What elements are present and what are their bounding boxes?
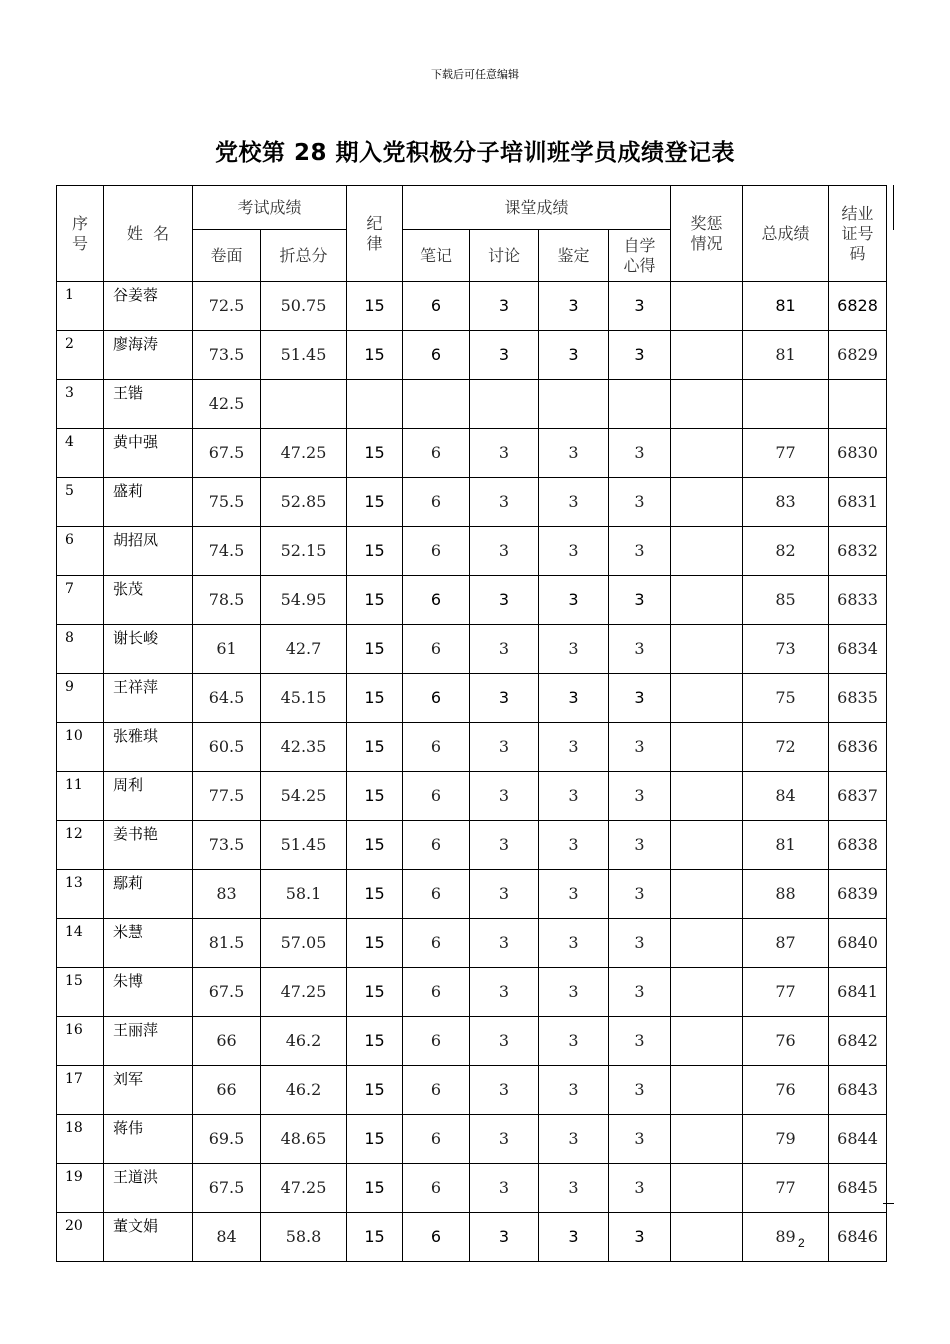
- cell-cert: 6844: [829, 1115, 887, 1164]
- cell-name: 黄中强: [104, 429, 193, 478]
- cell-notes: 6: [403, 1115, 470, 1164]
- cell-rewards: [671, 723, 743, 772]
- cell-self-study: 3: [609, 282, 671, 331]
- cell-rewards: [671, 282, 743, 331]
- cell-name: 鄢莉: [104, 870, 193, 919]
- cell-name: 王丽萍: [104, 1017, 193, 1066]
- cell-rewards: [671, 919, 743, 968]
- table-row: [57, 674, 887, 723]
- table-row: [57, 478, 887, 527]
- table-row: [57, 919, 887, 968]
- cell-rewards: [671, 1017, 743, 1066]
- cell-rewards: [671, 1213, 743, 1262]
- cell-discussion: [470, 380, 539, 429]
- cell-discipline: 15: [347, 821, 403, 870]
- cell-appraisal: 3: [539, 870, 609, 919]
- cell-cert: 6838: [829, 821, 887, 870]
- cell-exam-converted: 51.45: [261, 821, 347, 870]
- cell-self-study: 3: [609, 1164, 671, 1213]
- cell-total: 89: [743, 1213, 829, 1262]
- cell-self-study: 3: [609, 919, 671, 968]
- cell-cert: 6837: [829, 772, 887, 821]
- cell-self-study: 3: [609, 478, 671, 527]
- table-row: [57, 772, 887, 821]
- cell-discussion: 3: [470, 674, 539, 723]
- cell-discipline: 15: [347, 527, 403, 576]
- cell-exam-converted: 50.75: [261, 282, 347, 331]
- cell-name: 姜书艳: [104, 821, 193, 870]
- cell-appraisal: 3: [539, 429, 609, 478]
- cell-total: 82: [743, 527, 829, 576]
- cell-exam-paper: 67.5: [193, 968, 261, 1017]
- cell-seq: 12: [57, 821, 104, 870]
- cell-total: 88: [743, 870, 829, 919]
- cell-cert: 6842: [829, 1017, 887, 1066]
- cell-discipline: 15: [347, 870, 403, 919]
- cell-exam-converted: 47.25: [261, 429, 347, 478]
- cell-name: 王道洪: [104, 1164, 193, 1213]
- header-row-1: [57, 186, 887, 230]
- cell-notes: 6: [403, 625, 470, 674]
- cell-seq: 2: [57, 331, 104, 380]
- cell-rewards: [671, 527, 743, 576]
- cell-seq: 4: [57, 429, 104, 478]
- cell-cert: 6832: [829, 527, 887, 576]
- header-discipline: 纪 律: [347, 186, 403, 282]
- header-class: 课堂成绩: [403, 186, 671, 230]
- header-appraisal: 鉴定: [539, 230, 609, 282]
- cell-notes: 6: [403, 1164, 470, 1213]
- cell-seq: 7: [57, 576, 104, 625]
- cell-seq: 9: [57, 674, 104, 723]
- cell-exam-paper: 78.5: [193, 576, 261, 625]
- cell-exam-converted: 52.15: [261, 527, 347, 576]
- cell-discussion: 3: [470, 772, 539, 821]
- cell-discussion: 3: [470, 723, 539, 772]
- cell-appraisal: 3: [539, 919, 609, 968]
- cell-cert: 6829: [829, 331, 887, 380]
- cell-seq: 3: [57, 380, 104, 429]
- cell-exam-paper: 61: [193, 625, 261, 674]
- table-body: [57, 186, 887, 1262]
- cell-exam-converted: 47.25: [261, 968, 347, 1017]
- cell-discipline: 15: [347, 478, 403, 527]
- cell-self-study: 3: [609, 723, 671, 772]
- cell-discipline: 15: [347, 1164, 403, 1213]
- table-row: [57, 282, 887, 331]
- cell-discussion: 3: [470, 968, 539, 1017]
- cell-rewards: [671, 380, 743, 429]
- cell-exam-converted: 48.65: [261, 1115, 347, 1164]
- cell-total: 81: [743, 821, 829, 870]
- cell-self-study: 3: [609, 429, 671, 478]
- cell-rewards: [671, 1164, 743, 1213]
- cell-appraisal: 3: [539, 723, 609, 772]
- cell-cert: 6843: [829, 1066, 887, 1115]
- cell-exam-paper: 67.5: [193, 429, 261, 478]
- cell-exam-converted: 51.45: [261, 331, 347, 380]
- cell-exam-converted: 54.95: [261, 576, 347, 625]
- cell-notes: 6: [403, 821, 470, 870]
- cell-total: 83: [743, 478, 829, 527]
- cell-rewards: [671, 821, 743, 870]
- table-row: [57, 380, 887, 429]
- header-seq: 序 号: [57, 186, 104, 282]
- cell-self-study: 3: [609, 674, 671, 723]
- cell-exam-converted: 45.15: [261, 674, 347, 723]
- cell-rewards: [671, 674, 743, 723]
- table-row: [57, 1164, 887, 1213]
- cell-discussion: 3: [470, 1017, 539, 1066]
- cell-exam-paper: 67.5: [193, 1164, 261, 1213]
- cell-exam-converted: 58.1: [261, 870, 347, 919]
- cell-total: 79: [743, 1115, 829, 1164]
- cell-name: 胡招凤: [104, 527, 193, 576]
- cell-name: 王锴: [104, 380, 193, 429]
- cell-name: 谷姜蓉: [104, 282, 193, 331]
- cell-seq: 6: [57, 527, 104, 576]
- cell-cert: 6846: [829, 1213, 887, 1262]
- cell-notes: 6: [403, 1017, 470, 1066]
- cell-discipline: 15: [347, 625, 403, 674]
- header-exam: 考试成绩: [193, 186, 347, 230]
- cell-notes: 6: [403, 1066, 470, 1115]
- table-row: [57, 1115, 887, 1164]
- cell-exam-paper: 72.5: [193, 282, 261, 331]
- cell-exam-converted: 42.35: [261, 723, 347, 772]
- cell-seq: 16: [57, 1017, 104, 1066]
- cell-exam-converted: 46.2: [261, 1066, 347, 1115]
- cell-exam-paper: 81.5: [193, 919, 261, 968]
- cell-self-study: 3: [609, 1213, 671, 1262]
- cell-appraisal: 3: [539, 1164, 609, 1213]
- cell-cert: 6830: [829, 429, 887, 478]
- header-self-study: 自学 心得: [609, 230, 671, 282]
- cell-appraisal: 3: [539, 282, 609, 331]
- cell-seq: 20: [57, 1213, 104, 1262]
- cell-total: 81: [743, 331, 829, 380]
- cell-self-study: 3: [609, 870, 671, 919]
- cell-name: 米慧: [104, 919, 193, 968]
- header-discussion: 讨论: [470, 230, 539, 282]
- cell-name: 蒋伟: [104, 1115, 193, 1164]
- cell-notes: 6: [403, 674, 470, 723]
- cell-cert: 6840: [829, 919, 887, 968]
- cell-discipline: 15: [347, 919, 403, 968]
- cell-cert: 6833: [829, 576, 887, 625]
- cell-self-study: 3: [609, 1017, 671, 1066]
- cell-discipline: [347, 380, 403, 429]
- cell-exam-paper: 64.5: [193, 674, 261, 723]
- cell-discipline: 15: [347, 1017, 403, 1066]
- cell-cert: 6835: [829, 674, 887, 723]
- cell-self-study: 3: [609, 821, 671, 870]
- cell-self-study: [609, 380, 671, 429]
- cell-seq: 18: [57, 1115, 104, 1164]
- cell-exam-paper: 77.5: [193, 772, 261, 821]
- cell-total: 76: [743, 1066, 829, 1115]
- header-exam-paper: 卷面: [193, 230, 261, 282]
- cell-exam-converted: 54.25: [261, 772, 347, 821]
- cell-rewards: [671, 429, 743, 478]
- cell-cert: 6845: [829, 1164, 887, 1213]
- cell-name: 张雅琪: [104, 723, 193, 772]
- cell-appraisal: 3: [539, 527, 609, 576]
- cell-seq: 10: [57, 723, 104, 772]
- cell-appraisal: 3: [539, 331, 609, 380]
- cell-exam-paper: 73.5: [193, 821, 261, 870]
- cell-rewards: [671, 331, 743, 380]
- cell-total: 87: [743, 919, 829, 968]
- cell-exam-paper: 84: [193, 1213, 261, 1262]
- cell-total: 77: [743, 1164, 829, 1213]
- cell-total: 73: [743, 625, 829, 674]
- table-row: [57, 429, 887, 478]
- table-row: [57, 968, 887, 1017]
- cell-notes: 6: [403, 1213, 470, 1262]
- cell-appraisal: 3: [539, 576, 609, 625]
- cell-notes: 6: [403, 772, 470, 821]
- cell-seq: 11: [57, 772, 104, 821]
- cell-notes: 6: [403, 429, 470, 478]
- cell-appraisal: 3: [539, 968, 609, 1017]
- cell-discipline: 15: [347, 1066, 403, 1115]
- table-row: [57, 870, 887, 919]
- cell-exam-converted: 52.85: [261, 478, 347, 527]
- cell-discussion: 3: [470, 919, 539, 968]
- cell-total: 72: [743, 723, 829, 772]
- cell-name: 张茂: [104, 576, 193, 625]
- cell-discussion: 3: [470, 478, 539, 527]
- table-row: [57, 1017, 887, 1066]
- cell-appraisal: 3: [539, 478, 609, 527]
- cell-notes: 6: [403, 576, 470, 625]
- cell-self-study: 3: [609, 772, 671, 821]
- cell-discipline: 15: [347, 1115, 403, 1164]
- cell-discussion: 3: [470, 429, 539, 478]
- cell-appraisal: 3: [539, 674, 609, 723]
- cell-self-study: 3: [609, 576, 671, 625]
- cell-discipline: 15: [347, 282, 403, 331]
- cell-notes: 6: [403, 870, 470, 919]
- header-rewards: 奖惩 情况: [671, 186, 743, 282]
- cell-self-study: 3: [609, 527, 671, 576]
- cell-rewards: [671, 625, 743, 674]
- header-cert: 结业 证号 码: [829, 186, 887, 282]
- cell-discussion: 3: [470, 282, 539, 331]
- header-exam-converted: 折总分: [261, 230, 347, 282]
- score-table: [56, 185, 887, 1262]
- table-row: [57, 625, 887, 674]
- cell-seq: 8: [57, 625, 104, 674]
- header-note: 下载后可任意编辑: [431, 68, 519, 81]
- cell-exam-paper: 69.5: [193, 1115, 261, 1164]
- cell-name: 谢长峻: [104, 625, 193, 674]
- table-right-edge-top: [893, 185, 894, 230]
- cell-self-study: 3: [609, 331, 671, 380]
- cell-total: 77: [743, 968, 829, 1017]
- cell-cert: 6841: [829, 968, 887, 1017]
- cell-appraisal: 3: [539, 1115, 609, 1164]
- cell-notes: 6: [403, 478, 470, 527]
- cell-notes: 6: [403, 968, 470, 1017]
- cell-appraisal: [539, 380, 609, 429]
- cell-discussion: 3: [470, 1213, 539, 1262]
- cell-rewards: [671, 1066, 743, 1115]
- cell-rewards: [671, 968, 743, 1017]
- cell-exam-paper: 66: [193, 1017, 261, 1066]
- table-row: [57, 1066, 887, 1115]
- cell-appraisal: 3: [539, 821, 609, 870]
- cell-discussion: 3: [470, 576, 539, 625]
- page-number: 2: [798, 1236, 805, 1250]
- cell-exam-converted: 47.25: [261, 1164, 347, 1213]
- cell-discussion: 3: [470, 870, 539, 919]
- header-total: 总成绩: [743, 186, 829, 282]
- cell-appraisal: 3: [539, 1017, 609, 1066]
- cell-exam-converted: 57.05: [261, 919, 347, 968]
- cell-notes: 6: [403, 919, 470, 968]
- cell-rewards: [671, 870, 743, 919]
- cell-discussion: 3: [470, 1066, 539, 1115]
- table-row: [57, 527, 887, 576]
- header-notes: 笔记: [403, 230, 470, 282]
- cell-appraisal: 3: [539, 1213, 609, 1262]
- cell-cert: 6839: [829, 870, 887, 919]
- cell-rewards: [671, 772, 743, 821]
- cell-discipline: 15: [347, 576, 403, 625]
- cell-exam-converted: 42.7: [261, 625, 347, 674]
- cell-discussion: 3: [470, 527, 539, 576]
- cell-cert: 6834: [829, 625, 887, 674]
- cell-exam-converted: 58.8: [261, 1213, 347, 1262]
- cell-rewards: [671, 576, 743, 625]
- table-row: [57, 331, 887, 380]
- cell-seq: 1: [57, 282, 104, 331]
- cell-discussion: 3: [470, 1115, 539, 1164]
- cell-notes: [403, 380, 470, 429]
- cell-seq: 5: [57, 478, 104, 527]
- cell-exam-paper: 60.5: [193, 723, 261, 772]
- cell-notes: 6: [403, 527, 470, 576]
- cell-name: 王祥萍: [104, 674, 193, 723]
- cell-discipline: 15: [347, 968, 403, 1017]
- cell-exam-paper: 83: [193, 870, 261, 919]
- table-row: [57, 821, 887, 870]
- cell-appraisal: 3: [539, 625, 609, 674]
- cell-exam-paper: 42.5: [193, 380, 261, 429]
- cell-total: 76: [743, 1017, 829, 1066]
- cell-name: 董文娟: [104, 1213, 193, 1262]
- cell-exam-paper: 66: [193, 1066, 261, 1115]
- cell-exam-paper: 73.5: [193, 331, 261, 380]
- cell-discipline: 15: [347, 674, 403, 723]
- cell-total: 85: [743, 576, 829, 625]
- cell-name: 周利: [104, 772, 193, 821]
- cell-self-study: 3: [609, 625, 671, 674]
- page-title: 党校第 28 期入党积极分子培训班学员成绩登记表: [214, 140, 736, 166]
- cell-notes: 6: [403, 723, 470, 772]
- cell-self-study: 3: [609, 968, 671, 1017]
- cell-seq: 17: [57, 1066, 104, 1115]
- cell-cert: [829, 380, 887, 429]
- cell-seq: 15: [57, 968, 104, 1017]
- cell-notes: 6: [403, 282, 470, 331]
- cell-exam-converted: [261, 380, 347, 429]
- cell-name: 盛莉: [104, 478, 193, 527]
- cell-discipline: 15: [347, 723, 403, 772]
- cell-name: 朱博: [104, 968, 193, 1017]
- cell-cert: 6831: [829, 478, 887, 527]
- table-row: [57, 723, 887, 772]
- cell-discipline: 15: [347, 331, 403, 380]
- cell-self-study: 3: [609, 1115, 671, 1164]
- cell-rewards: [671, 478, 743, 527]
- table-right-edge-bottom: [883, 1203, 894, 1204]
- table-row: [57, 1213, 887, 1262]
- header-name: 姓 名: [104, 186, 193, 282]
- cell-name: 刘军: [104, 1066, 193, 1115]
- cell-cert: 6828: [829, 282, 887, 331]
- cell-total: 75: [743, 674, 829, 723]
- cell-discussion: 3: [470, 821, 539, 870]
- table-row: [57, 576, 887, 625]
- cell-discussion: 3: [470, 625, 539, 674]
- cell-self-study: 3: [609, 1066, 671, 1115]
- cell-discussion: 3: [470, 1164, 539, 1213]
- cell-seq: 13: [57, 870, 104, 919]
- cell-notes: 6: [403, 331, 470, 380]
- cell-total: 77: [743, 429, 829, 478]
- cell-discipline: 15: [347, 429, 403, 478]
- cell-exam-paper: 75.5: [193, 478, 261, 527]
- cell-discipline: 15: [347, 772, 403, 821]
- cell-seq: 19: [57, 1164, 104, 1213]
- cell-name: 廖海涛: [104, 331, 193, 380]
- cell-appraisal: 3: [539, 772, 609, 821]
- cell-appraisal: 3: [539, 1066, 609, 1115]
- cell-cert: 6836: [829, 723, 887, 772]
- cell-total: 81: [743, 282, 829, 331]
- cell-discussion: 3: [470, 331, 539, 380]
- cell-exam-paper: 74.5: [193, 527, 261, 576]
- cell-exam-converted: 46.2: [261, 1017, 347, 1066]
- cell-total: [743, 380, 829, 429]
- cell-rewards: [671, 1115, 743, 1164]
- cell-total: 84: [743, 772, 829, 821]
- cell-discipline: 15: [347, 1213, 403, 1262]
- cell-seq: 14: [57, 919, 104, 968]
